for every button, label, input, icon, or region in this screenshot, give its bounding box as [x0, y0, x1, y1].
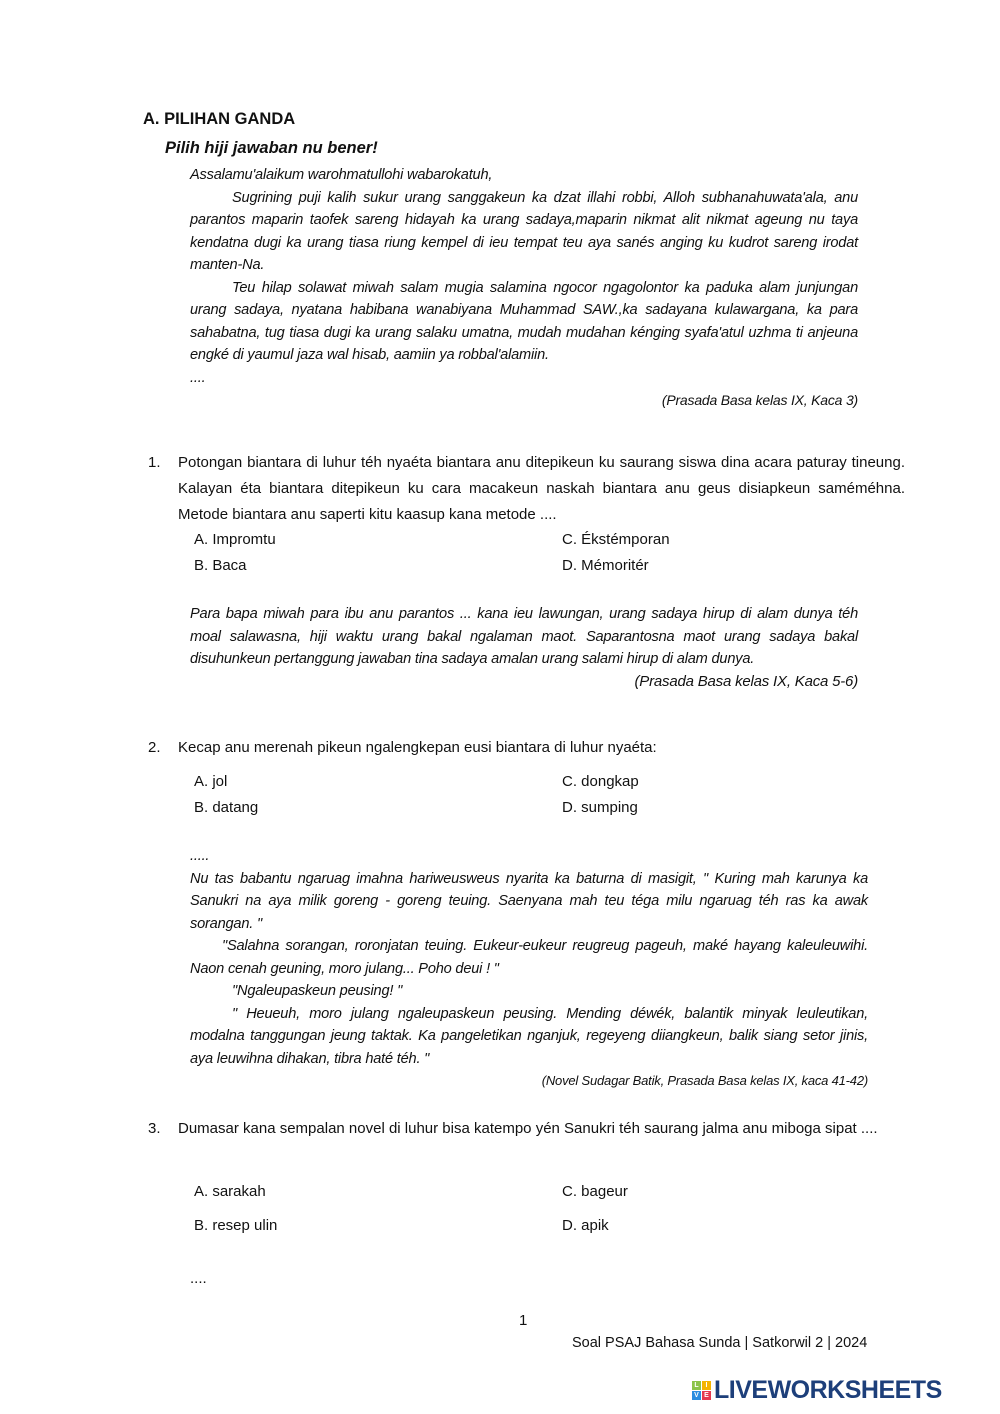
passage-3: [190, 845, 868, 1093]
question-number: 1.: [148, 454, 161, 471]
passage-paragraph: Para bapa miwah para ibu anu parantos ... kana ieu lawungan, urang sadaya hirup di alam dunya téh moal salawasna, hiji waktu urang bakal ngalaman maot. Saparantosna maot urang sadaya bakal disuhunkeun pertanggung jawaban tina sadaya amalan urang salami hirup di alam dunya.: [190, 606, 858, 667]
question-2: [148, 735, 905, 761]
logo-tile: L: [692, 1381, 701, 1390]
option-c[interactable]: C. dongkap: [562, 773, 639, 790]
liveworksheets-logo: [692, 1376, 942, 1405]
question-text: Potongan biantara di luhur téh nyaéta biantara anu ditepikeun ku saurang siswa dina acara paturay tineung. Kalayan éta biantara ditepikeun ku cara macakeun naskah biantara anu geus disiapkeun saméméhna. Metode biantara anu saperti kitu kaasup kana metode ....: [178, 454, 905, 523]
option-a[interactable]: A. Impromtu: [194, 531, 276, 548]
passage-ellipsis: ....: [190, 369, 206, 386]
option-b[interactable]: B. datang: [194, 799, 259, 816]
question-number: 3.: [148, 1120, 161, 1137]
passage-paragraph: "Salahna sorangan, roronjatan teuing. Eukeur-eukeur reugreug pageuh, maké hayang kaleuleuwihi. Naon cenah geuning, moro julang... Poho deui ! ": [190, 938, 868, 977]
passage-line: Assalamu'alaikum warohmatullohi wabarokatuh,: [190, 167, 493, 183]
logo-tile: V: [692, 1391, 701, 1400]
logo-tiles-icon: [692, 1381, 711, 1400]
passage-source: (Prasada Basa kelas IX, Kaca 5-6): [634, 672, 858, 690]
question-number: 2.: [148, 739, 161, 756]
option-b[interactable]: B. Baca: [194, 557, 247, 574]
question-text: Kecap anu merenah pikeun ngalengkepan eusi biantara di luhur nyaéta:: [178, 739, 657, 756]
logo-tile: E: [702, 1391, 711, 1400]
passage-source: (Novel Sudagar Batik, Prasada Basa kelas IX, kaca 41-42): [541, 1073, 868, 1088]
passage-paragraph: "Ngaleupaskeun peusing! ": [232, 983, 403, 999]
logo-tile: I: [702, 1381, 711, 1390]
passage-paragraph: Teu hilap solawat miwah salam mugia salamina ngocor ngagolontor ka paduka alam junjungan urang sadaya, nyatana habibana wanabiyana Muhammad SAW.,ka sadayana kulawargana, ka para sahabatna, tug tiasa dugi ka urang salaku umatna, mudah mudahan kénging syafa'atul uzhma ti anjeuna engké di yaumul jaza wal hisab, aamiin ya robbal'alamiin.: [190, 279, 858, 363]
option-a[interactable]: A. sarakah: [194, 1183, 266, 1200]
option-d[interactable]: D. Mémoritér: [562, 557, 649, 574]
page-number: 1: [519, 1312, 528, 1329]
passage-paragraph: " Heueuh, moro julang ngaleupaskeun peusing. Mending déwék, balantik minyak leuleutikan, modalna tanggungan jeung taktak. Ka pangeletikan nganjuk, regeyeng diiangkeun, balik siang setor jinis, aya leuwihna dihakan, tibra haté téh. ": [190, 1005, 868, 1067]
option-c[interactable]: C. Ékstémporan: [562, 531, 670, 548]
passage-1: [190, 164, 858, 412]
passage-paragraph: Nu tas babantu ngaruag imahna hariweusweus nyarita ka baturna di masigit, " Kuring mah karunya ka Sanukri na aya milik goreng - goreng teuing. Saenyana mah teu téga milu ngaruag téh ras ka awak sorangan. ": [190, 870, 868, 932]
passage-paragraph: Sugrining puji kalih sukur urang sanggakeun ka dzat illahi robbi, Alloh subhanahuwata'ala, anu parantos maparin taofek sareng hidayah ka urang sadaya,maparin nikmat alit nikmat ageung nu taya kendatna dugi ka urang tiasa riung kempel di ieu tempat teu aya sanés anging ku kudrot sareng irodat manten-Na.: [190, 189, 858, 273]
passage-source: (Prasada Basa kelas IX, Kaca 3): [661, 392, 858, 408]
trailing-ellipsis: ....: [190, 1270, 207, 1287]
logo-text: LIVEWORKSHEETS: [714, 1376, 942, 1404]
option-c[interactable]: C. bageur: [562, 1183, 628, 1200]
option-d[interactable]: D. sumping: [562, 799, 638, 816]
instruction: Pilih hiji jawaban nu bener!: [165, 139, 378, 157]
question-text: Dumasar kana sempalan novel di luhur bisa katempo yén Sanukri téh saurang jalma anu miboga sipat ....: [178, 1120, 878, 1137]
section-title: A. PILIHAN GANDA: [143, 110, 296, 128]
option-a[interactable]: A. jol: [194, 773, 228, 790]
question-3: [148, 1112, 905, 1146]
footer-text: Soal PSAJ Bahasa Sunda | Satkorwil 2 | 2024: [572, 1335, 868, 1351]
option-b[interactable]: B. resep ulin: [194, 1217, 278, 1234]
passage-2: [190, 603, 858, 693]
passage-ellipsis: .....: [190, 848, 210, 864]
question-1: [148, 450, 905, 528]
option-d[interactable]: D. apik: [562, 1217, 609, 1234]
